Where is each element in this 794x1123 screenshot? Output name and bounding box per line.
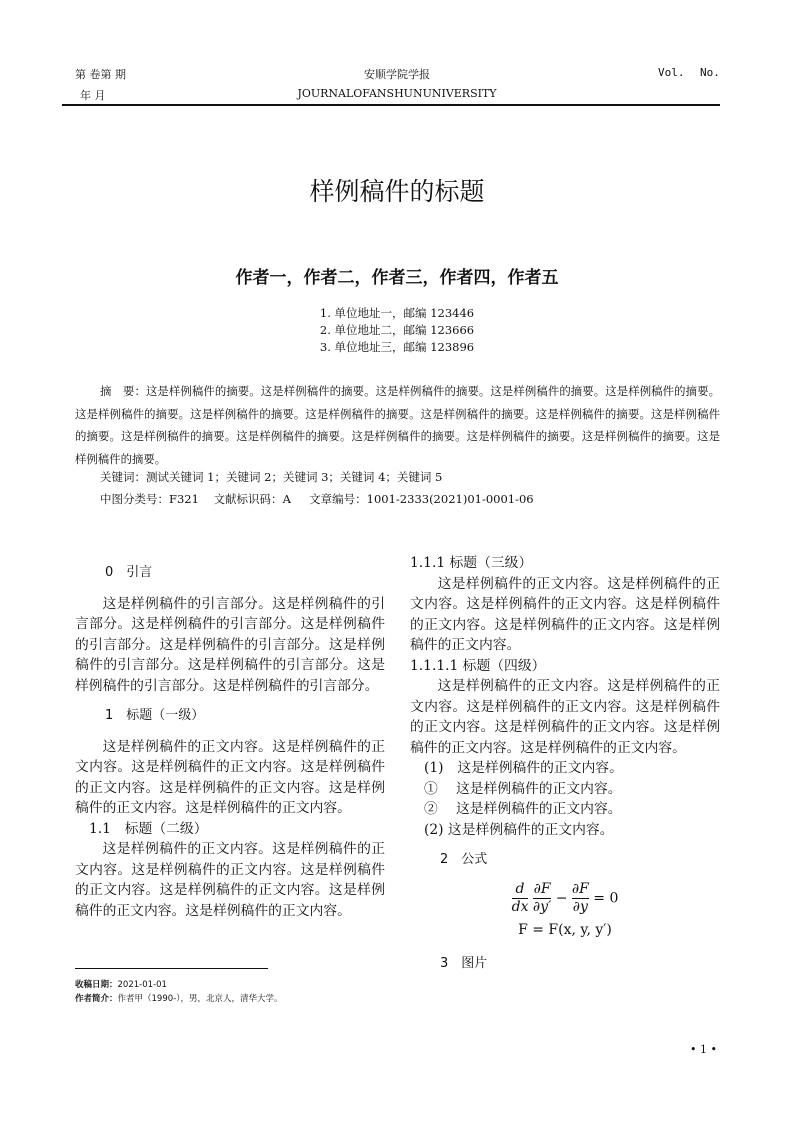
list-item: (1) 这是样例稿件的正文内容。 (424, 760, 623, 776)
article-no-value: 1001-2333(2021)01-0001-06 (366, 492, 534, 506)
classification (100, 491, 534, 507)
author-bio-value: 作者甲（1990-），男，北京人，清华大学。 (117, 994, 283, 1004)
abstract-label: 摘 要： (100, 384, 146, 398)
author-bio (75, 992, 282, 1004)
subsection-heading: 1.1 标题（二级） (89, 820, 208, 837)
denominator: dx (511, 898, 529, 915)
journal-name-en: JOURNALOFANSHUNUNIVERSITY (297, 87, 497, 100)
vol-label: Vol. (658, 66, 685, 79)
abstract-text: 这是样例稿件的摘要。这是样例稿件的摘要。这是样例稿件的摘要。这是样例稿件的摘要。这是样例稿件的摘要。这是样例稿件的摘要。这是样例稿件的摘要。这是样例稿件的摘要。这是样例稿件的摘要。这是样例稿件的摘要。这是样例稿件的摘要。这是样例稿件的摘要。这是样例稿件的摘要。这是样例稿件的摘要。这是样例稿件的摘要。这是样例稿件的摘要。这是样例稿件的摘要。 (75, 384, 720, 466)
list-item: ① 这是样例稿件的正文内容。 (424, 780, 622, 797)
denominator: ∂y′ (532, 898, 552, 915)
paragraph: 这是样例稿件的正文内容。这是样例稿件的正文内容。这是样例稿件的正文内容。这是样例稿件的正文内容。这是样例稿件的正文内容。这是样例稿件的正文内容。这是样例稿件的正文内容。 (410, 678, 720, 756)
page-title: 样例稿件的标题 (309, 177, 485, 206)
keywords-text: 测试关键词 1；关键词 2；关键词 3；关键词 4；关键词 5 (146, 470, 443, 484)
paragraph: 这是样例稿件的正文内容。这是样例稿件的正文内容。这是样例稿件的正文内容。这是样例稿件的正文内容。这是样例稿件的正文内容。这是样例稿件的正文内容。这是样例稿件的正文内容。 (75, 738, 385, 816)
received-value: 2021-01-01 (117, 980, 167, 990)
formula-euler-lagrange (410, 881, 720, 916)
section-heading: 0 引言 (105, 565, 153, 580)
abstract (75, 380, 720, 470)
no-label: No. (700, 66, 720, 79)
affiliations (0, 305, 794, 356)
section-heading: 2 公式 (440, 852, 488, 867)
paragraph: 这是样例稿件的引言部分。这是样例稿件的引言部分。这是样例稿件的引言部分。这是样例稿件的引言部分。这是样例稿件的引言部分。这是样例稿件的引言部分。这是样例稿件的引言部分。这是样例稿件的引言部分。这是样例稿件的引言部分。 (75, 595, 385, 694)
paragraph-heading: 1.1.1.1 标题（四级） (410, 657, 546, 674)
numerator: ∂F (571, 880, 589, 897)
volume-issue: 第 卷第 期 (75, 68, 126, 81)
section-heading: 3 图片 (440, 956, 488, 971)
minus-sign: − (555, 890, 568, 906)
header-rule (62, 104, 720, 106)
author-bio-label: 作者简介： (75, 994, 118, 1004)
numerator: d (512, 881, 529, 899)
page-number: • 1 • (690, 1043, 717, 1056)
right-column (410, 553, 720, 985)
section-heading: 1 标题（一级） (105, 708, 205, 723)
clc-value: F321 (169, 492, 199, 506)
doc-code-value: A (282, 492, 291, 506)
equals-zero: = 0 (593, 890, 619, 906)
affiliation: 3. 单位地址三，邮编 123896 (319, 340, 475, 354)
left-column (75, 563, 385, 921)
list-item: (2) 这是样例稿件的正文内容。 (424, 821, 614, 838)
received-label: 收稿日期： (75, 980, 118, 990)
paragraph: 这是样例稿件的正文内容。这是样例稿件的正文内容。这是样例稿件的正文内容。这是样例稿件的正文内容。这是样例稿件的正文内容。这是样例稿件的正文内容。 (410, 575, 720, 653)
paragraph: 这是样例稿件的正文内容。这是样例稿件的正文内容。这是样例稿件的正文内容。这是样例稿件的正文内容。这是样例稿件的正文内容。这是样例稿件的正文内容。这是样例稿件的正文内容。 (75, 841, 385, 919)
list-item: ② 这是样例稿件的正文内容。 (424, 801, 622, 817)
clc-label: 中图分类号： (100, 492, 169, 506)
numerator: ∂F (533, 880, 551, 897)
affiliation: 1. 单位地址一，邮编 123446 (319, 306, 475, 320)
doc-code-label: 文献标识码： (213, 492, 283, 506)
footnote-rule (75, 968, 268, 969)
received-date (75, 978, 167, 990)
article-no-label: 文章编号： (309, 492, 367, 506)
keywords-label: 关键词： (100, 470, 146, 484)
keywords (100, 469, 442, 485)
journal-name-cn: 安顺学院学报 (364, 68, 430, 81)
denominator: ∂y (572, 898, 588, 915)
affiliation: 2. 单位地址二，邮编 123666 (319, 323, 475, 337)
formula-function: F = F(x, y, y′) (518, 921, 612, 938)
subsubsection-heading: 1.1.1 标题（三级） (410, 555, 533, 571)
authors: 作者一，作者二，作者三，作者四，作者五 (235, 268, 559, 288)
year-month: 年 月 (80, 89, 106, 102)
